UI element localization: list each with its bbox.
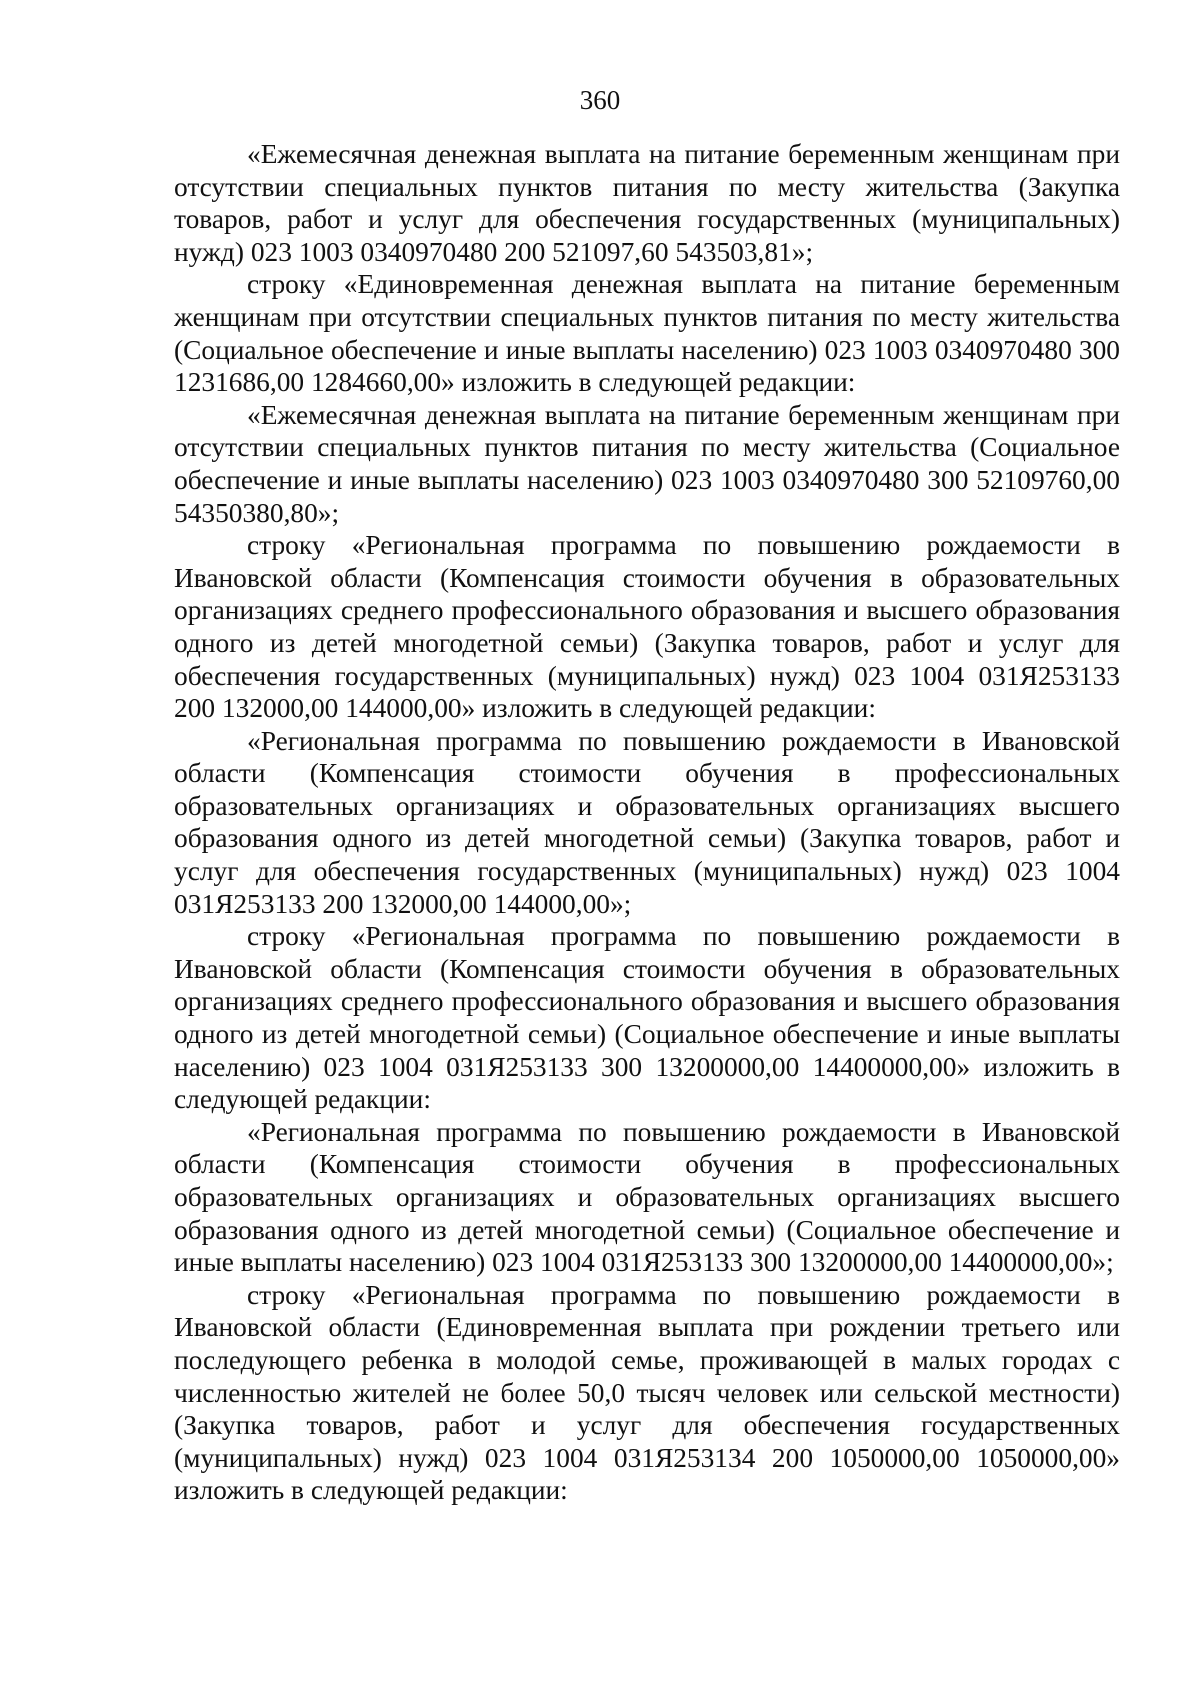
document-body [174,138,1120,1507]
paragraph-6: строку «Региональная программа по повышению рождаемости в Ивановской области (Компенсация стоимости обучения в образовательных организациях среднего профессионального образования и высшего образования одного из детей многодетной семьи) (Социальное обеспечение и иные выплаты населению) 023 1004 031Я253133 300 13200000,00 14400000,00» изложить в следующей редакции: [174,921,1120,1115]
paragraph-8: строку «Региональная программа по повышению рождаемости в Ивановской области (Единовременная выплата при рождении третьего или последующего ребенка в молодой семье, проживающей в малых городах с численностью жителей не более 50,0 тысяч человек или сельской местности) (Закупка товаров, работ и услуг для обеспечения государственных (муниципальных) нужд) 023 1004 031Я253134 200 1050000,00 1050000,00» изложить в следующей редакции: [174,1279,1120,1506]
paragraph-7: «Региональная программа по повышению рождаемости в Ивановской области (Компенсация стоимости обучения в профессиональных образовательных организациях и образовательных организациях высшего образования одного из детей многодетной семьи) (Социальное обеспечение и иные выплаты населению) 023 1004 031Я253133 300 13200000,00 14400000,00»; [174,1116,1120,1278]
page-number: 360 [579,85,621,115]
paragraph-3: «Ежемесячная денежная выплата на питание беременным женщинам при отсутствии специальных пунктов питания по месту жительства (Социальное обеспечение и иные выплаты населению) 023 1003 0340970480 300 52109760,00 54350380,80»; [174,399,1120,528]
paragraph-1: «Ежемесячная денежная выплата на питание беременным женщинам при отсутствии специальных пунктов питания по месту жительства (Закупка товаров, работ и услуг для обеспечения государственных (муниципальных) нужд) 023 1003 0340970480 200 521097,60 543503,81»; [174,139,1120,267]
paragraph-2: строку «Единовременная денежная выплата на питание беременным женщинам при отсутствии специальных пунктов питания по месту жительства (Социальное обеспечение и иные выплаты населению) 023 1003 0340970480 300 1231686,00 1284660,00» изложить в следующей редакции: [174,269,1120,398]
paragraph-4: строку «Региональная программа по повышению рождаемости в Ивановской области (Компенсация стоимости обучения в образовательных организациях среднего профессионального образования и высшего образования одного из детей многодетной семьи) (Закупка товаров, работ и услуг для обеспечения государственных (муниципальных) нужд) 023 1004 031Я253133 200 132000,00 144000,00» изложить в следующей редакции: [174,530,1120,724]
paragraph-5: «Региональная программа по повышению рождаемости в Ивановской области (Компенсация стоимости обучения в профессиональных образовательных организациях и образовательных организациях высшего образования одного из детей многодетной семьи) (Закупка товаров, работ и услуг для обеспечения государственных (муниципальных) нужд) 023 1004 031Я253133 200 132000,00 144000,00»; [174,725,1120,919]
